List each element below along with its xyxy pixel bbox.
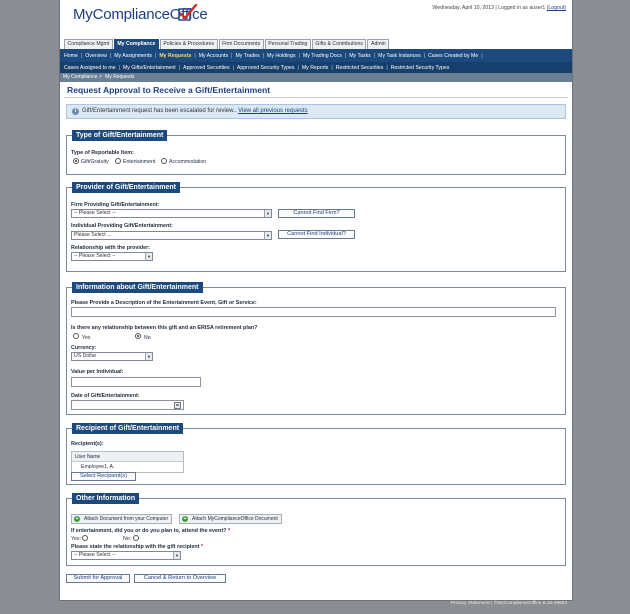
radio-entertainment[interactable]	[115, 158, 121, 164]
nav-cases-created[interactable]: Cases Created by Me	[428, 52, 479, 59]
attach-computer-button[interactable]	[71, 514, 172, 524]
gift-relationship-select[interactable]	[71, 551, 181, 560]
footer	[0, 598, 630, 614]
chevron-down-icon: ▼	[145, 253, 152, 260]
nav-cases-assigned[interactable]: Cases Assigned to me	[64, 64, 116, 71]
nav-my-holdings[interactable]: My Holdings	[267, 52, 296, 59]
radio-erisa-yes[interactable]	[73, 333, 79, 339]
attach-computer-label: Attach Document from your Computer	[84, 516, 169, 522]
breadcrumb	[60, 73, 572, 82]
firm-select[interactable]	[71, 209, 272, 218]
page-title: Request Approval to Receive a Gift/Entertainment	[67, 85, 271, 95]
cannot-find-individual-button[interactable]: Cannot Find Individual?	[278, 230, 355, 239]
logo: MyComplianceOffice	[73, 6, 208, 23]
nav-separator: |	[373, 52, 376, 59]
individual-label: Individual Providing Gift/Entertainment:	[71, 223, 173, 229]
attach-mco-button[interactable]	[179, 514, 282, 524]
notice-banner	[66, 104, 566, 119]
breadcrumb-my-compliance[interactable]: My Compliance >	[63, 74, 102, 80]
relationship-label: Relationship with the provider:	[71, 245, 151, 251]
attend-label	[71, 528, 230, 534]
radio-label: Entertainment	[123, 159, 156, 165]
value-input[interactable]	[71, 377, 201, 387]
nav-approved-securities[interactable]: Approved Securities	[183, 64, 230, 71]
privacy-statement-link[interactable]: Privacy Statement	[450, 601, 490, 606]
nav-separator: |	[423, 52, 426, 59]
header-user-info	[432, 5, 566, 11]
individual-select[interactable]	[71, 231, 272, 240]
description-label: Please Provide a Description of the Entertainment Event, Gift or Service:	[71, 300, 257, 306]
chevron-down-icon: ▼	[264, 232, 271, 239]
nav-restricted-securities[interactable]: Restricted Securities	[335, 64, 384, 71]
nav-separator: |	[178, 64, 181, 71]
description-textarea[interactable]	[71, 307, 556, 317]
title-divider	[64, 97, 568, 98]
erisa-label: Is there any relationship between this gift and an ERISA retirement plan?	[71, 325, 258, 331]
primary-nav	[60, 49, 572, 62]
date-label: Date of Gift/Entertainment:	[71, 393, 140, 399]
logout-link[interactable]: (Logout)	[546, 5, 566, 11]
radio-label: Yes	[82, 335, 91, 341]
radio-attend-no[interactable]	[133, 535, 139, 541]
nav-my-requests[interactable]: My Requests	[159, 52, 192, 59]
nav-my-assignments[interactable]: My Assignments	[114, 52, 152, 59]
recipients-table	[71, 451, 184, 473]
currency-select-value: US Dollar	[74, 353, 97, 359]
header	[60, 0, 572, 38]
submit-for-approval-button[interactable]: Submit for Approval	[66, 574, 130, 583]
secondary-nav	[60, 62, 572, 73]
nav-separator: |	[298, 52, 300, 59]
cannot-find-firm-button[interactable]: Cannot Find Firm?	[278, 209, 355, 218]
checkmark-logo-icon	[178, 4, 198, 22]
recipient-section	[66, 425, 566, 485]
nav-separator: |	[194, 52, 196, 59]
nav-separator: |	[231, 52, 233, 59]
notice-text: Gift/Entertainment request has been escalated for review..	[82, 108, 237, 114]
section-title: Recipient of Gift/Entertainment	[72, 423, 183, 434]
nav-home[interactable]: Home	[64, 52, 78, 59]
radio-erisa-no[interactable]	[135, 333, 141, 339]
add-icon: +	[75, 516, 79, 522]
section-title: Other Information	[72, 493, 139, 504]
radio-label: Accommodation	[169, 159, 207, 165]
radio-label: No:	[123, 536, 132, 542]
radio-attend-yes[interactable]	[82, 535, 88, 541]
page-container	[60, 0, 572, 600]
section-title: Information about Gift/Entertainment	[72, 282, 203, 293]
required-marker: *	[227, 528, 231, 534]
type-section	[66, 132, 566, 175]
nav-my-accounts[interactable]: My Accounts	[198, 52, 229, 59]
nav-separator: |	[481, 52, 483, 59]
relationship-select[interactable]	[71, 252, 153, 261]
nav-my-reports[interactable]: My Reports	[301, 64, 329, 71]
tab-policies-procedures[interactable]: Policies & Procedures	[160, 39, 218, 49]
nav-my-gifts[interactable]: My Gifts/Entertainment	[122, 64, 176, 71]
logged-in-text: | Logged in as	[495, 5, 528, 11]
module-tabs	[64, 39, 390, 49]
username: auser1	[529, 5, 546, 11]
nav-separator: |	[232, 64, 234, 71]
other-section	[66, 495, 566, 566]
relationship-select-value: -- Please Select --	[74, 253, 116, 259]
nav-my-task-instances[interactable]: My Task Instances	[378, 52, 421, 59]
cancel-return-button[interactable]: Cancel & Return to Overview	[134, 574, 226, 583]
current-date: Wednesday, April 10, 2013	[432, 5, 494, 11]
nav-overview[interactable]: Overview	[85, 52, 107, 59]
table-row[interactable]: Employee1, A.	[81, 464, 115, 470]
provider-section	[66, 184, 566, 272]
nav-my-tasks[interactable]: My Tasks	[349, 52, 371, 59]
add-icon: +	[183, 516, 187, 522]
nav-separator: |	[331, 64, 333, 71]
nav-separator: |	[297, 64, 299, 71]
attend-label-text: If entertainment, did you or do you plan to, attend the event?	[71, 528, 227, 534]
tab-firm-documents[interactable]: Firm Documents	[219, 39, 264, 49]
nav-separator: |	[109, 52, 112, 59]
radio-accommodation[interactable]	[161, 158, 167, 164]
nav-separator: |	[118, 64, 120, 71]
tab-my-compliance[interactable]: My Compliance	[114, 39, 159, 49]
attach-mco-label: Attach MyComplianceOffice Document	[192, 516, 278, 522]
column-header-user-name: User Name	[72, 452, 183, 462]
footer-text	[451, 601, 567, 606]
value-label: Value per Individual:	[71, 369, 124, 375]
gift-relationship-select-value: -- Please Select --	[74, 552, 116, 558]
firm-select-value: -- Please Select --	[74, 210, 116, 216]
nav-my-trades[interactable]: My Trades	[235, 52, 260, 59]
tab-gifts-contributions[interactable]: Gifts & Contributions	[312, 39, 367, 49]
info-section	[66, 284, 566, 415]
tab-personal-trading[interactable]: Personal Trading	[265, 39, 311, 49]
chevron-down-icon: ▼	[264, 210, 271, 217]
radio-label: No	[144, 335, 151, 341]
individual-select-value: Please Select ...	[74, 232, 112, 238]
nav-restricted-security-types[interactable]: Restricted Security Types	[390, 64, 450, 71]
date-input[interactable]	[71, 400, 184, 410]
info-icon: i	[72, 108, 79, 115]
chevron-down-icon: ▼	[145, 353, 152, 360]
radio-gift-gratuity[interactable]	[73, 158, 79, 164]
section-title: Provider of Gift/Entertainment	[72, 182, 180, 193]
copyright-text: | ©MyComplianceOffice 6.16-49663	[491, 601, 567, 606]
firm-label: Firm Providing Gift/Entertainment:	[71, 202, 160, 208]
gift-relationship-label-text: Please state the relationship with the gift recipient	[71, 544, 200, 550]
nav-separator: |	[386, 64, 388, 71]
calendar-icon[interactable]	[174, 402, 181, 409]
nav-separator: |	[344, 52, 347, 59]
nav-separator: |	[154, 52, 157, 59]
currency-label: Currency:	[71, 345, 97, 351]
required-marker: *	[201, 544, 204, 550]
radio-label: Gift/Gratuity	[81, 159, 109, 165]
recipients-label: Recipient(s):	[71, 441, 104, 447]
gift-relationship-label	[71, 544, 203, 550]
tab-compliance-mgmt[interactable]: Compliance Mgmt	[64, 39, 113, 49]
nav-approved-security-types[interactable]: Approved Security Types	[236, 64, 295, 71]
tab-admin[interactable]: Admin	[367, 39, 389, 49]
nav-my-trading-docs[interactable]: My Trading Docs	[302, 52, 342, 59]
chevron-down-icon: ▼	[173, 552, 180, 559]
radio-label: Yes:	[71, 536, 81, 542]
breadcrumb-my-requests: My Requests	[105, 74, 135, 80]
currency-select[interactable]	[71, 352, 153, 361]
reportable-item-label: Type of Reportable Item:	[71, 150, 134, 156]
section-title: Type of Gift/Entertainment	[72, 130, 167, 141]
view-previous-requests-link[interactable]: View all previous requests	[238, 108, 308, 114]
nav-separator: |	[80, 52, 83, 59]
nav-separator: |	[262, 52, 265, 59]
select-recipients-button[interactable]: Select Recipient(s)	[71, 472, 136, 481]
